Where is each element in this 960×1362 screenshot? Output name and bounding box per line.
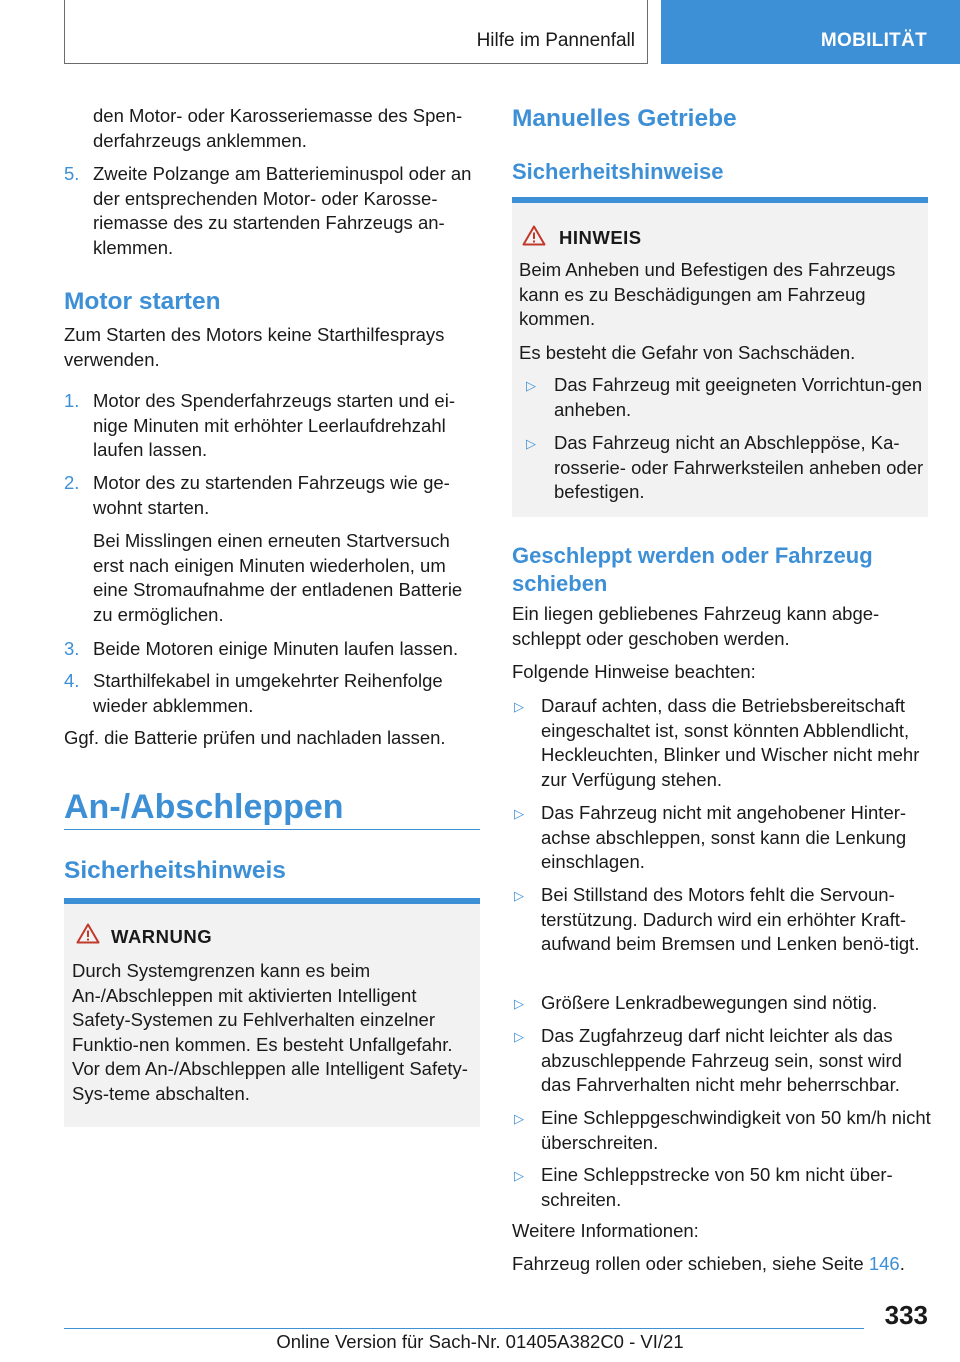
- tow-heading: An-/Abschleppen: [64, 788, 344, 826]
- more-info-label: Weitere Informationen:: [512, 1220, 699, 1241]
- towed-heading: Geschleppt werden oder Fahrzeug schieben: [512, 543, 873, 596]
- towed-bullet: Das Fahrzeug nicht mit angehobener Hinter-achse abschleppen, sonst kann die Lenkung einschlagen.: [541, 802, 907, 872]
- bullet-triangle-icon: ▷: [514, 1029, 524, 1044]
- bullet-triangle-icon: ▷: [526, 436, 536, 451]
- page-reference: [512, 1252, 928, 1277]
- notice-bullet: Das Fahrzeug nicht an Abschleppöse, Ka-rosserie- oder Fahrwerksteilen anheben oder befestigen.: [554, 432, 924, 502]
- step-subtext: Bei Misslingen einen erneuten Startversuch erst nach einigen Minuten wiederholen, um eine Stromaufnahme der entladenen Batterie zu ermöglichen.: [93, 530, 463, 625]
- notice-text: Beim Anheben und Befestigen des Fahrzeugs kann es zu Beschädigungen am Fahrzeug kommen.: [519, 259, 896, 329]
- warning-text: Durch Systemgrenzen kann es beim An-/Abschleppen mit aktivierten Intelligent Safety-Systemen zu Fehlverhalten einzelner Funktio-nen kommen. Es besteht Unfallgefahr. Vor dem An-/Abschleppen alle Intelligent Safety-Sys-teme abschalten.: [72, 960, 468, 1104]
- bullet-triangle-icon: ▷: [514, 1111, 524, 1126]
- bullet-triangle-icon: ▷: [514, 699, 524, 714]
- battery-note: Ggf. die Batterie prüfen und nachladen lassen.: [64, 727, 446, 748]
- page-link[interactable]: 146: [868, 1253, 900, 1274]
- header-section-title: Hilfe im Pannenfall: [476, 30, 635, 51]
- heading-divider: [64, 829, 480, 830]
- bullet-triangle-icon: ▷: [514, 996, 524, 1011]
- step-text: Zweite Polzange am Batterieminuspol oder an der entsprechenden Motor- oder Karosse-riemasse des zu startenden Fahrzeugs an-klemmen.: [93, 163, 472, 258]
- step-number: 5.: [64, 163, 80, 184]
- warning-title: WARNUNG: [111, 926, 213, 947]
- towed-intro: Ein liegen gebliebenes Fahrzeug kann abge-schleppt oder geschoben werden.: [512, 603, 880, 649]
- warning-triangle-icon: [522, 225, 546, 246]
- step-text: Motor des zu startenden Fahrzeugs wie ge-wohnt starten.: [93, 472, 450, 518]
- warning-box: [64, 904, 480, 1127]
- step-text: Beide Motoren einige Minuten laufen lassen.: [93, 638, 459, 659]
- step-number: 3.: [64, 638, 80, 659]
- bullet-triangle-icon: ▷: [514, 1168, 524, 1183]
- step-number: 1.: [64, 390, 80, 411]
- safety-heading: Sicherheitshinweis: [64, 857, 286, 884]
- step-number: 4.: [64, 670, 80, 691]
- gearbox-heading: Manuelles Getriebe: [512, 105, 737, 132]
- header-chapter-tab[interactable]: [661, 0, 960, 64]
- bullet-triangle-icon: ▷: [514, 806, 524, 821]
- motor-intro: Zum Starten des Motors keine Starthilfesprays verwenden.: [64, 324, 445, 370]
- warning-triangle-icon: [76, 923, 100, 944]
- header-section-box: [64, 0, 648, 64]
- towed-bullet: Darauf achten, dass die Betriebsbereitschaft eingeschaltet ist, sonst könnten Abblendlicht, Heckleuchten, Blinker und Wischer nicht mehr zur Verfügung stehen.: [541, 695, 920, 790]
- towed-bullet: Eine Schleppgeschwindigkeit von 50 km/h nicht überschreiten.: [541, 1107, 931, 1153]
- continued-step-text: den Motor- oder Karosseriemasse des Spen-derfahrzeugs anklemmen.: [93, 105, 463, 151]
- footer-divider: [64, 1328, 864, 1329]
- towed-bullet: Das Zugfahrzeug darf nicht leichter als das abzuschleppende Fahrzeug sein, sonst wird das Fahrverhalten nicht mehr beherrschbar.: [541, 1025, 902, 1095]
- bullet-triangle-icon: ▷: [514, 888, 524, 903]
- bullet-triangle-icon: ▷: [526, 378, 536, 393]
- footer-version: Online Version für Sach-Nr. 01405A382C0 - VI/21: [276, 1331, 684, 1352]
- towed-bullet: Eine Schleppstrecke von 50 km nicht über-schreiten.: [541, 1164, 893, 1210]
- reference-text: Fahrzeug rollen oder schieben, siehe Seite: [512, 1253, 869, 1274]
- notice-title: HINWEIS: [559, 227, 642, 248]
- safety-heading: Sicherheitshinweise: [512, 159, 724, 184]
- notice-bullet: Das Fahrzeug mit geeigneten Vorrichtun-gen anheben.: [554, 374, 923, 420]
- page-number: 333: [884, 1300, 928, 1330]
- notice-box: [512, 203, 928, 517]
- header-chapter-title: MOBILITÄT: [820, 30, 927, 51]
- reference-end: .: [899, 1253, 905, 1274]
- motor-heading: Motor starten: [64, 288, 221, 315]
- towed-bullet: Größere Lenkradbewegungen sind nötig.: [541, 992, 878, 1013]
- step-number: 2.: [64, 472, 80, 493]
- step-text: Motor des Spenderfahrzeugs starten und ei-nige Minuten mit erhöhter Leerlaufdrehzahl laufen lassen.: [93, 390, 455, 460]
- notice-text: Es besteht die Gefahr von Sachschäden.: [519, 342, 856, 363]
- towed-bullet: Bei Stillstand des Motors fehlt die Servoun-terstützung. Dadurch wird ein erhöhter Kraft-aufwand beim Bremsen und Lenken benö-tigt.: [541, 884, 920, 954]
- step-text: Starthilfekabel in umgekehrter Reihenfolge wieder abklemmen.: [93, 670, 443, 716]
- towed-note: Folgende Hinweise beachten:: [512, 661, 756, 682]
